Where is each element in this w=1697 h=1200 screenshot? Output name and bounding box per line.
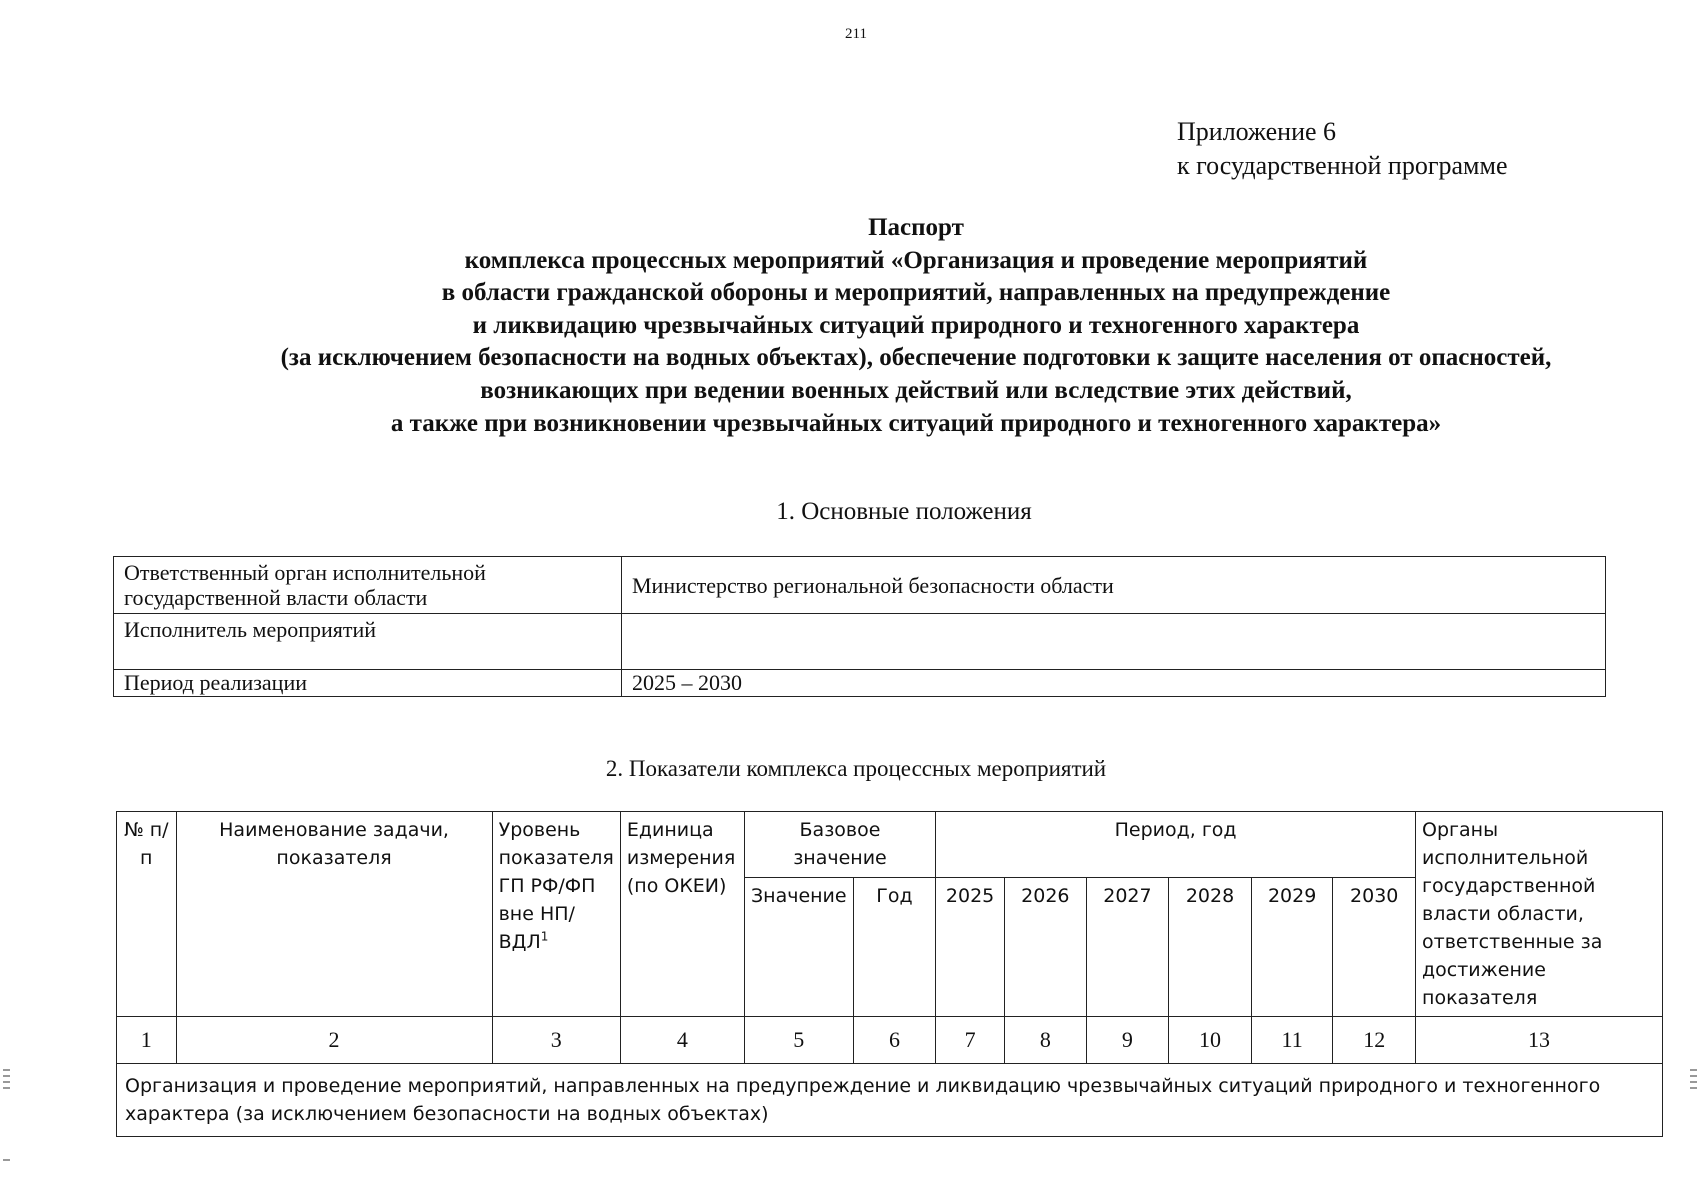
title-line: (за исключением безопасности на водных объектах), обеспечение подготовки к защите населения от опасностей, [280, 344, 1552, 372]
row-value: 2025 – 2030 [622, 670, 1606, 697]
row-label: Исполнитель мероприятий [114, 614, 622, 670]
row-label: Ответственный орган исполнительной государственной власти области [114, 557, 622, 614]
row-label: Период реализации [114, 670, 622, 697]
table-row [114, 557, 1606, 614]
title-heading: Паспорт [868, 214, 964, 241]
header-organs: Органы исполнительной государственной власти области, ответственные за достижение показателя [1416, 812, 1663, 1017]
column-number: 2 [176, 1017, 492, 1064]
row-value: Министерство региональной безопасности области [622, 557, 1606, 614]
column-number: 9 [1086, 1017, 1169, 1064]
header-name: Наименование задачи, показателя [176, 812, 492, 1017]
appendix-line-2: к государственной программе [1177, 151, 1508, 180]
header-year: 2026 [1005, 877, 1087, 1016]
title-line: и ликвидацию чрезвычайных ситуаций природного и техногенного характера [472, 311, 1360, 339]
header-base-year: Год [853, 877, 935, 1016]
header-num: № п/п [117, 812, 177, 1017]
column-number: 7 [936, 1017, 1005, 1064]
column-number: 3 [492, 1017, 620, 1064]
column-number: 12 [1333, 1017, 1416, 1064]
column-number: 4 [620, 1017, 744, 1064]
header-level-text: Уровень показателя ГП РФ/ФП вне НП/ВДЛ [498, 819, 614, 953]
title-line: в области гражданской обороны и мероприятий, направленных на предупреждение [441, 279, 1391, 307]
document-title [120, 212, 1697, 440]
header-base: Базовое значение [744, 812, 935, 878]
title-line: возникающих при ведении военных действий или вследствие этих действий, [480, 376, 1352, 404]
appendix-note [1177, 115, 1508, 183]
header-unit: Единица измерения (по ОКЕИ) [620, 812, 744, 1017]
header-base-value: Значение [744, 877, 853, 1016]
task-row [117, 1064, 1663, 1137]
scan-edge-marks [1688, 1060, 1697, 1100]
column-number-row [117, 1017, 1663, 1064]
section-2-heading: 2. Показатели комплекса процессных мероприятий [605, 756, 1107, 781]
header-year: 2028 [1169, 877, 1252, 1016]
column-number: 11 [1251, 1017, 1333, 1064]
header-year: 2030 [1333, 877, 1416, 1016]
header-row [117, 812, 1663, 878]
row-value [622, 614, 1606, 670]
header-year: 2025 [936, 877, 1005, 1016]
column-number: 6 [853, 1017, 935, 1064]
basic-provisions-table [113, 556, 1606, 697]
indicators-table [116, 811, 1663, 1137]
header-year: 2027 [1086, 877, 1169, 1016]
column-number: 13 [1416, 1017, 1663, 1064]
column-number: 1 [117, 1017, 177, 1064]
header-period: Период, год [936, 812, 1416, 878]
header-level [492, 812, 620, 1017]
table-row [114, 670, 1606, 697]
title-line: комплекса процессных мероприятий «Организация и проведение мероприятий [464, 246, 1368, 274]
task-row-text: Организация и проведение мероприятий, направленных на предупреждение и ликвидацию чрезвычайных ситуаций природного и техногенного характера (за исключением безопасности на водных объектах) [117, 1064, 1663, 1137]
column-number: 5 [744, 1017, 853, 1064]
section-1-heading: 1. Основные положения [776, 498, 1032, 525]
page-number: 211 [845, 26, 867, 42]
footnote-marker: 1 [540, 929, 549, 944]
column-number: 10 [1169, 1017, 1252, 1064]
column-number: 8 [1005, 1017, 1087, 1064]
scan-edge-marks [0, 1060, 14, 1180]
title-line: а также при возникновении чрезвычайных ситуаций природного и техногенного характера» [390, 409, 1442, 437]
table-row [114, 614, 1606, 670]
appendix-line-1: Приложение 6 [1177, 117, 1337, 146]
header-year: 2029 [1251, 877, 1333, 1016]
